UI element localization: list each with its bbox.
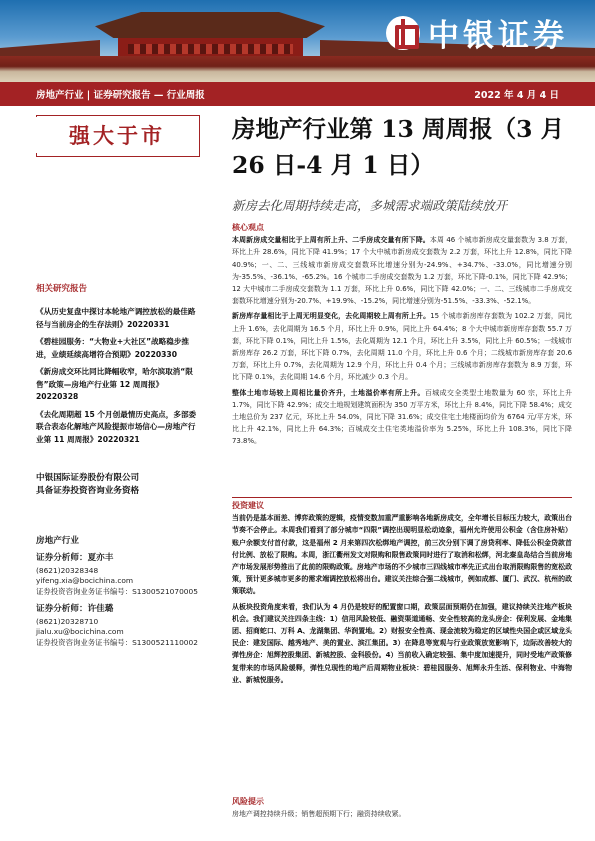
related-report-item[interactable]: 《新房成交环比同比降幅收窄，哈尔滨取消“限售”政策—房地产行业第 12 周周报》20220328 (36, 367, 193, 401)
analyst-email[interactable]: jialu.xu@bocichina.com (36, 627, 124, 636)
related-reports-heading: 相关研究报告 (36, 284, 88, 294)
rating-label: 强大于市 (69, 123, 165, 148)
analyst-cert: 证券投资咨询业务证书编号：S1300521070005 (36, 586, 198, 596)
core-text-3: 百城成交全类型土地数量为 60 宗，环比上升 1.7%，同比下降 42.9%；成交土地规划建筑面积为 350 万平方米，环比上升 8.4%，同比下降 58.4%；成交土地总价为 237 亿元，环比上升 54.0%，同比下降 31.6%；成交住宅土地楼面均价为 6764 元/平方米，环比上升 42.1%，同比上升 64.3%；百城成交土住宅类地溢价率为 5.25%，环比上升 108.3%，同比下降 73.8%。 (232, 388, 573, 446)
analyst-name: 证券分析师：许佳璐 (36, 604, 114, 614)
report-date: 2022 年 4 月 4 日 (474, 90, 559, 101)
rating-box (36, 117, 198, 153)
firm-name: 中银国际证券股份有限公司 (36, 473, 140, 483)
section-divider (232, 497, 572, 498)
analyst-phone: (8621)20328348 (36, 565, 99, 575)
investment-paragraph-2: 从板块投资角度来看，我们认为 4 月仍是较好的配置窗口期，政策层面预期仍在加强，建议持续关注地产板块机会。我们建议关注四条主线：1）信用风险较低、融资渠道通畅、安全性较高的龙头房企：保利发展、金地集团、招商蛇口、万科 A、龙湖集团、华润置地。2）财报安全性高、现金流较为稳定的区域性央国企或区域龙头民企：建发国际、越秀地产、美的置业、滨江集团。3）在降息等宽观与行业政策放宽影响下，边际改善较大的弹性房企：旭辉控股集团、新城控股、金科股份。4）当前收入确定较强、集中度加速提升，同时受地产政策修复带来的市场风险缓释，弹性兑现性的地产后周期物业板块：碧桂园服务、旭辉永升生活、保利物业、中海物业、新城悦服务。 (232, 602, 572, 684)
report-info-bar (0, 82, 595, 106)
investment-paragraph-1: 当前仍是基本面差、博弈政策的逻辑，疫情变数加重严重影响各地新房成交，全年增长目标压力较大，政策出台节奏不会停止。本周我们看到了部分城市“四限”调控出现明显松动迹象，福州允许使用公积金（含住房补贴）账户余额支付首付款，这是福州 2 月来第四次松绑地产调控，前三次分别下调了房贷利率、降低公积金贷款首付比例、放松了限购。本周，浙江衢州发文对限购和限售政策同时进行了取消和松绑，河北秦皇岛结合当前房地产市场发展形势推出了此前的限购政策。房地产市场的不少城市三四线城市率先正式出台取消限购限售的宽松政策，预计更多城市更多的需求端调控放松将出台。建议关注综合强二线城市，例如成都、厦门、武汉、杭州的政策联动。 (232, 514, 572, 596)
core-lead-3: 整体土地市场较上周相比量价齐升，土地溢价率有所上升。 (232, 388, 425, 397)
core-lead-1: 本周新房成交量相比于上周有所上升、二手房成交量有所下降。 (232, 236, 430, 245)
report-subtitle: 新房去化周期持续走高，多城需求端政策陆续放开 (232, 198, 508, 213)
core-text-2: 15 个城市新房库存套数为 102.2 万套，同比上升 1.6%，去化周期为 16.5 个月，环比上升 0.9%，同比上升 64.4%；8 个大中城市新房库存套数 55.7 万套，环比下降 0.1%，同比上升 1.5%，去化周期为 12.1 个月，环比上升 3.5%，同比上升 60.5%；一线城市新房库存 26.2 万套，环比下降 0.7%，去化周期 11.0 个月，环比上升 0.6 个月；二线城市新房库存套 20.6 万套，环比上升 0.7%，去化周期为 12.9 个月，环比上升 0.4 个月；三线城市新房库存套数为 8.9 万套，环比下降 0.1%，去化周期 14.6 个月，环比减少 0.3 个月。 (232, 312, 572, 382)
risk-heading: 风险提示 (232, 797, 264, 806)
header-banner (0, 0, 595, 82)
related-report-item[interactable]: 《去化周期超 15 个月创最情历史高点，多部委联合表态化解地产风险提振市场信心—房地产行业第 11 周周报》20220321 (36, 409, 197, 444)
core-paragraph-1 (232, 234, 572, 307)
palace-roof (95, 12, 325, 38)
firm-qualification: 具备证券投资咨询业务资格 (36, 485, 140, 496)
analyst-cert: 证券投资咨询业务证书编号：S1300521110002 (36, 637, 198, 647)
breadcrumb: 房地产行业 | 证券研究报告 — 行业周报 (36, 90, 205, 101)
analyst-name: 证券分析师：夏亦丰 (36, 553, 114, 563)
report-title: 房地产行业第 13 周周报（3 月 26 日-4 月 1 日） (232, 115, 565, 179)
risk-section (232, 796, 572, 820)
investment-section (232, 500, 572, 686)
industry-label: 房地产行业 (36, 536, 79, 546)
risk-text: 房地产调控持续升级；销售超预期下行；融资持续收紧。 (232, 810, 406, 819)
boc-logo-icon (386, 16, 420, 50)
analyst-phone: (8621)20328710 (36, 616, 99, 626)
palace-wall (0, 56, 595, 82)
core-text-1: 本周 46 个城市新房成交量套数为 3.8 万套，环比上升 28.6%，同比下降 41.9%；17 个大中城市新房成交套数为 2.2 万套，环比上升 12.8%，同比下降 40.9%；一、二、三线城市新房成交套数环比增速分别为-24.9%、+34.7%、-33.0%，同比增速分别为-35.5%、-36.1%、-65.2%。16 个城市二手房成交套数为 1.2 万套，环比下降-0.1%，同比下降 42.9%；12 大中城市二手房成交套数为 1.1 万套，环比上升 0.6%，同比下降 42.0%；一、二、三线城市二手房成交套数环比增速分别为-20.7%、+19.9%、-15.2%，同比增速分别为-51.5%、-33.3%、-52.1%。 (232, 236, 573, 306)
sidebar (36, 282, 202, 497)
related-report-item[interactable]: 《碧桂园服务：“大物业+大社区”战略稳步推进，业绩延续高增符合预期》20220330 (36, 337, 190, 359)
related-report-item[interactable]: 《从历史复盘中探讨本轮地产调控放松的最佳路径与当前房企的生存法则》20220331 (36, 307, 196, 329)
core-paragraph-2 (232, 310, 572, 383)
core-paragraph-3 (232, 387, 572, 448)
analyst-email[interactable]: yifeng.xia@bocichina.com (36, 576, 134, 585)
core-views-section (232, 222, 572, 448)
core-views-heading: 核心观点 (232, 223, 264, 232)
analyst-card (36, 604, 198, 648)
brand-logo (386, 10, 568, 55)
core-lead-2: 新房库存量相比于上周无明显变化，去化周期较上周有所上升。 (232, 312, 431, 321)
brand-name: 中银证券 (428, 18, 568, 54)
investment-heading: 投资建议 (232, 501, 264, 510)
analyst-card (36, 553, 198, 597)
